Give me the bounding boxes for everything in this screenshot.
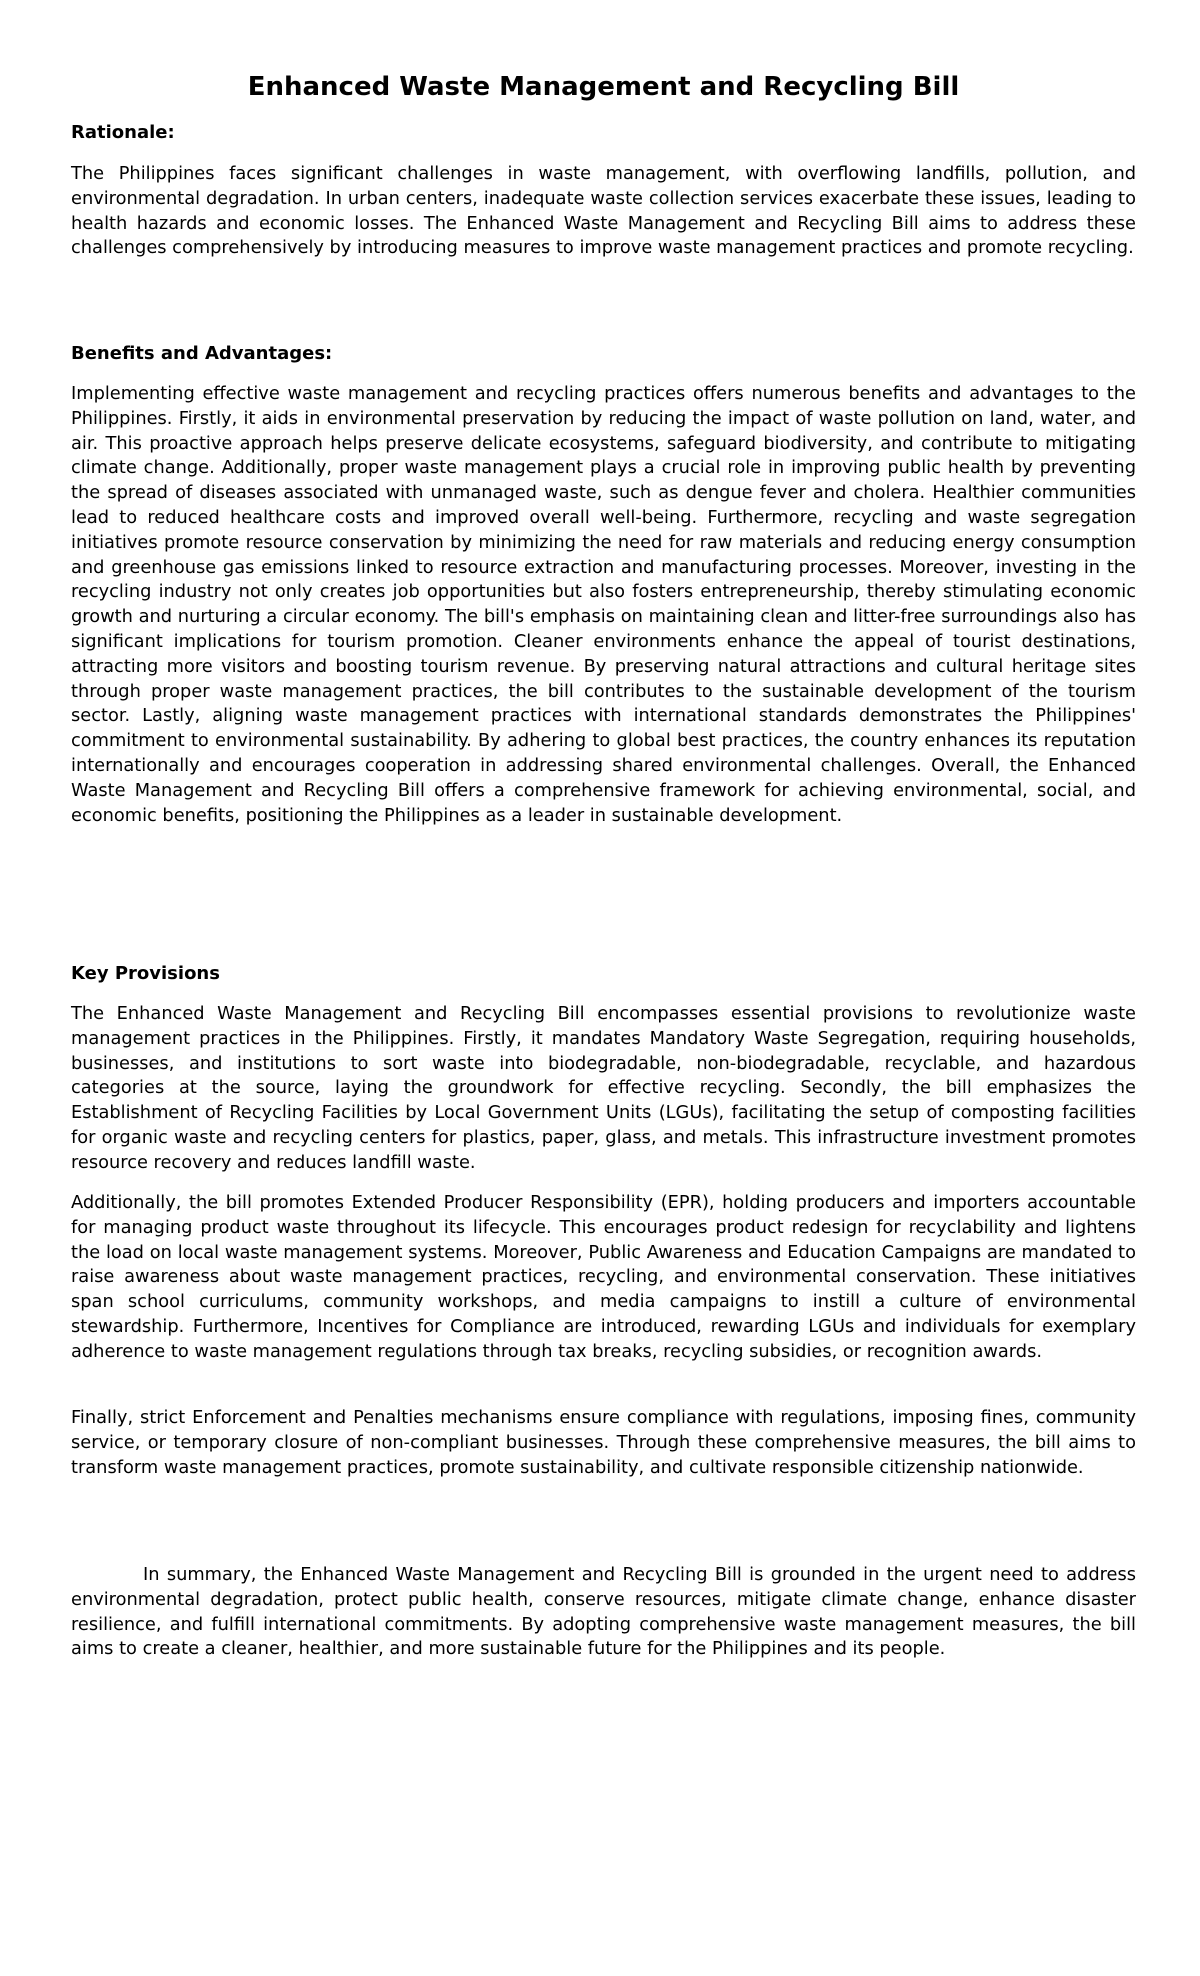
key-provisions-paragraph-1: The Enhanced Waste Management and Recycling Bill encompasses essential provisions to revolutionize waste management practices in the Philippines. Firstly, it mandates Mandatory Waste Segregation, requiring households, businesses, and institutions to sort waste into biodegradable, non-biodegradable, recyclable, and hazardous categories at the source, laying the groundwork for effective recycling. Secondly, the bill emphasizes the Establishment of Recycling Facilities by Local Government Units (LGUs), facilitating the setup of composting facilities for organic waste and recycling centers for plastics, paper, glass, and metals. This infrastructure investment promotes resource recovery and reduces landfill waste. (71, 1003, 1136, 1173)
key-provisions-paragraph-3: Finally, strict Enforcement and Penalties mechanisms ensure compliance with regulations, imposing fines, community service, or temporary closure of non-compliant businesses. Through these comprehensive measures, the bill aims to transform waste management practices, promote sustainability, and cultivate responsible citizenship nationwide. (71, 1407, 1136, 1478)
document-title: Enhanced Waste Management and Recycling Bill (247, 72, 960, 102)
key-provisions-paragraph-2: Additionally, the bill promotes Extended Producer Responsibility (EPR), holding producers and importers accountable for managing product waste throughout its lifecycle. This encourages product redesign for recyclability and lightens the load on local waste management systems. Moreover, Public Awareness and Education Campaigns are mandated to raise awareness about waste management practices, recycling, and environmental conservation. These initiatives span school curriculums, community workshops, and media campaigns to instill a culture of environmental stewardship. Furthermore, Incentives for Compliance are introduced, rewarding LGUs and individuals for exemplary adherence to waste management regulations through tax breaks, recycling subsidies, or recognition awards. (71, 1192, 1136, 1362)
benefits-paragraph: Implementing effective waste management and recycling practices offers numerous benefits and advantages to the Philippines. Firstly, it aids in environmental preservation by reducing the impact of waste pollution on land, water, and air. This proactive approach helps preserve delicate ecosystems, safeguard biodiversity, and contribute to mitigating climate change. Additionally, proper waste management plays a crucial role in improving public health by preventing the spread of diseases associated with unmanaged waste, such as dengue fever and cholera. Healthier communities lead to reduced healthcare costs and improved overall well-being. Furthermore, recycling and waste segregation initiatives promote resource conservation by minimizing the need for raw materials and reducing energy consumption and greenhouse gas emissions linked to resource extraction and manufacturing processes. Moreover, investing in the recycling industry not only creates job opportunities but also fosters entrepreneurship, thereby stimulating economic growth and nurturing a circular economy. The bill's emphasis on maintaining clean and litter-free surroundings also has significant implications for tourism promotion. Cleaner environments enhance the appeal of tourist destinations, attracting more visitors and boosting tourism revenue. By preserving natural attractions and cultural heritage sites through proper waste management practices, the bill contributes to the sustainable development of the tourism sector. Lastly, aligning waste management practices with international standards demonstrates the Philippines' commitment to environmental sustainability. By adhering to global best practices, the country enhances its reputation internationally and encourages cooperation in addressing shared environmental challenges. Overall, the Enhanced Waste Management and Recycling Bill offers a comprehensive framework for achieving environmental, social, and economic benefits, positioning the Philippines as a leader in sustainable development. (71, 383, 1136, 826)
rationale-heading: Rationale: (71, 122, 175, 143)
benefits-heading: Benefits and Advantages: (71, 343, 333, 364)
summary-paragraph: In summary, the Enhanced Waste Management and Recycling Bill is grounded in the urgent need to address environmental degradation, protect public health, conserve resources, mitigate climate change, enhance disaster resilience, and fulfill international commitments. By adopting comprehensive waste management measures, the bill aims to create a cleaner, healthier, and more sustainable future for the Philippines and its people. (71, 1564, 1136, 1660)
rationale-paragraph: The Philippines faces significant challenges in waste management, with overflowing landfills, pollution, and environmental degradation. In urban centers, inadequate waste collection services exacerbate these issues, leading to health hazards and economic losses. The Enhanced Waste Management and Recycling Bill aims to address these challenges comprehensively by introducing measures to improve waste management practices and promote recycling. (71, 163, 1136, 259)
key-provisions-heading: Key Provisions (71, 963, 220, 984)
